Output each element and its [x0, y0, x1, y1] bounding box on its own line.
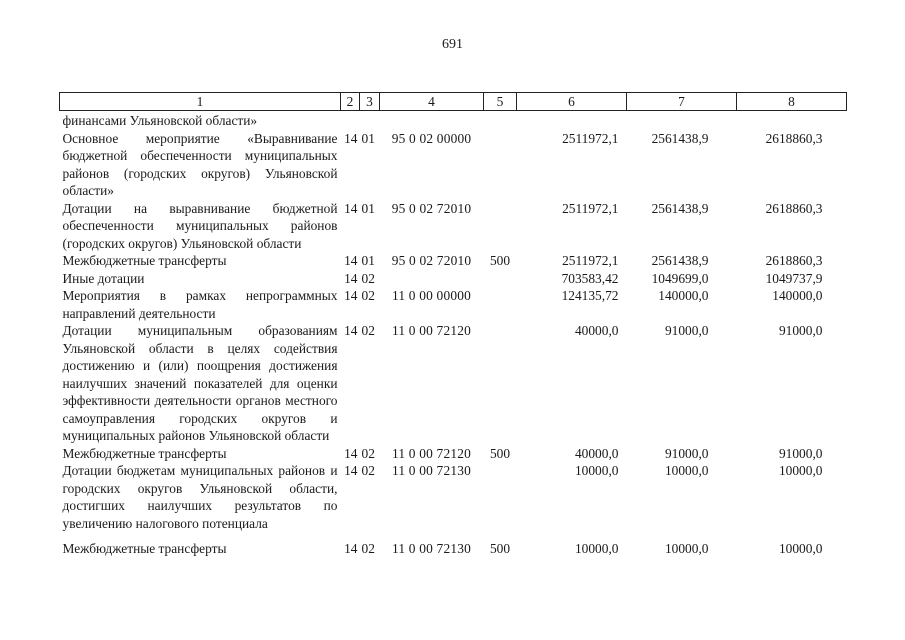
row-amount-col8: 1049737,9 [765, 270, 823, 286]
row-target-code [380, 111, 484, 130]
header-col-4: 4 [380, 93, 484, 111]
row-amount-col7: 2561438,9 [651, 130, 709, 146]
row-name: Межбюджетные трансферты [62, 253, 227, 268]
row-name: Основное мероприятие «Выравнивание бюджетной обеспеченности муниципальных районов (городских округов) Ульяновской области» [62, 130, 338, 198]
row-amount-col7: 2561438,9 [651, 200, 709, 216]
table-row [60, 200, 847, 253]
row-target-code: 95 0 02 00000 [391, 130, 472, 146]
row-amount-col7: 2561438,9 [651, 253, 709, 268]
header-col-6: 6 [517, 93, 627, 111]
row-expense-type [484, 111, 517, 130]
row-amount-col7: 91000,0 [664, 445, 709, 461]
row-amount-col6: 10000,0 [574, 541, 619, 556]
row-name: Иные дотации [62, 270, 145, 286]
table-row [60, 532, 847, 558]
row-expense-type: 500 [489, 541, 511, 556]
row-amount-col6: 40000,0 [574, 323, 619, 338]
row-section: 14 [344, 541, 358, 556]
row-amount-col6: 10000,0 [574, 463, 619, 478]
table-row [60, 252, 847, 270]
row-amount-col7: 1049699,0 [651, 270, 709, 286]
table-row [60, 287, 847, 322]
row-expense-type [484, 287, 517, 322]
row-name: Межбюджетные трансферты [62, 445, 227, 461]
row-target-code: 11 0 00 72120 [391, 323, 472, 338]
row-subsection: 01 [361, 130, 375, 146]
row-expense-type: 500 [489, 445, 511, 461]
row-amount-col7: 10000,0 [664, 541, 709, 556]
row-expense-type: 500 [489, 253, 511, 268]
row-amount-col8: 10000,0 [778, 463, 823, 478]
row-expense-type [484, 130, 517, 200]
row-name: Дотации муниципальным образованиям Ульяновской области в целях содействия достижению и (или) поощрения достижения наилучших значений показателей для оценки эффективности деятельности органов местного самоуправления городских округов и муниципальных районов Ульяновской области [62, 323, 338, 443]
header-col-5: 5 [484, 93, 517, 111]
row-subsection: 02 [361, 463, 375, 478]
row-amount-col7: 91000,0 [664, 323, 709, 338]
row-target-code [380, 270, 484, 288]
row-subsection: 02 [361, 288, 375, 303]
row-name: Межбюджетные трансферты [62, 541, 227, 556]
row-section [341, 111, 360, 130]
row-subsection: 02 [361, 445, 375, 461]
row-amount-col6: 124135,72 [561, 288, 619, 303]
row-name: Дотации на выравнивание бюджетной обеспеченности муниципальных районов (городских округов) Ульяновской области [62, 200, 338, 251]
header-col-3: 3 [360, 93, 380, 111]
row-amount-col6: 2511972,1 [562, 253, 619, 268]
row-subsection: 01 [361, 253, 375, 268]
row-amount-col7: 10000,0 [664, 463, 709, 478]
budget-table [59, 92, 847, 558]
row-amount-col7: 140000,0 [658, 288, 709, 303]
row-target-code: 11 0 00 72130 [391, 463, 472, 478]
page-number: 691 [442, 37, 463, 52]
table-row [60, 462, 847, 532]
row-amount-col8: 140000,0 [772, 288, 823, 303]
row-target-code: 95 0 02 72010 [391, 253, 472, 268]
row-amount-col8: 10000,0 [778, 541, 823, 556]
row-subsection: 02 [361, 323, 375, 338]
row-amount-col8: 2618860,3 [765, 130, 823, 146]
table-row [60, 445, 847, 463]
row-target-code: 11 0 00 72120 [391, 445, 472, 461]
row-amount-col8: 2618860,3 [765, 253, 823, 268]
row-amount-col6 [517, 111, 627, 130]
row-subsection: 02 [361, 270, 375, 286]
row-section: 14 [344, 200, 358, 216]
row-amount-col8 [737, 111, 847, 130]
row-section: 14 [344, 130, 358, 146]
row-section: 14 [344, 445, 358, 461]
row-target-code: 11 0 00 72130 [391, 541, 472, 556]
row-subsection [360, 111, 380, 130]
header-col-7: 7 [627, 93, 737, 111]
table-row [60, 322, 847, 445]
row-section: 14 [344, 323, 358, 338]
row-target-code: 11 0 00 00000 [391, 288, 472, 303]
row-amount-col7 [627, 111, 737, 130]
table-row [60, 130, 847, 200]
row-expense-type [484, 270, 517, 288]
row-section: 14 [344, 463, 358, 478]
row-target-code: 95 0 02 72010 [391, 200, 472, 216]
header-row [60, 93, 847, 111]
header-col-2: 2 [341, 93, 360, 111]
row-amount-col6: 2511972,1 [562, 200, 619, 216]
row-subsection: 02 [361, 541, 375, 556]
row-expense-type [484, 200, 517, 253]
row-amount-col8: 91000,0 [778, 323, 823, 338]
table-row [60, 270, 847, 288]
row-name: Мероприятия в рамках непрограммных направлений деятельности [62, 288, 338, 321]
row-subsection: 01 [361, 200, 375, 216]
row-section: 14 [344, 253, 358, 268]
row-section: 14 [344, 270, 358, 286]
row-amount-col8: 2618860,3 [765, 200, 823, 216]
row-amount-col6: 2511972,1 [562, 130, 619, 146]
table-row [60, 111, 847, 130]
row-amount-col8: 91000,0 [778, 445, 823, 461]
header-col-8: 8 [737, 93, 847, 111]
row-amount-col6: 703583,42 [561, 270, 619, 286]
row-section: 14 [344, 288, 358, 303]
row-expense-type [484, 462, 517, 532]
row-name: финансами Ульяновской области» [62, 113, 258, 128]
row-expense-type [484, 322, 517, 445]
row-name: Дотации бюджетам муниципальных районов и городских округов Ульяновской области, достигших наилучших результатов по увеличению налогового потенциала [62, 463, 338, 531]
row-amount-col6: 40000,0 [574, 445, 619, 461]
header-col-1: 1 [60, 93, 341, 111]
